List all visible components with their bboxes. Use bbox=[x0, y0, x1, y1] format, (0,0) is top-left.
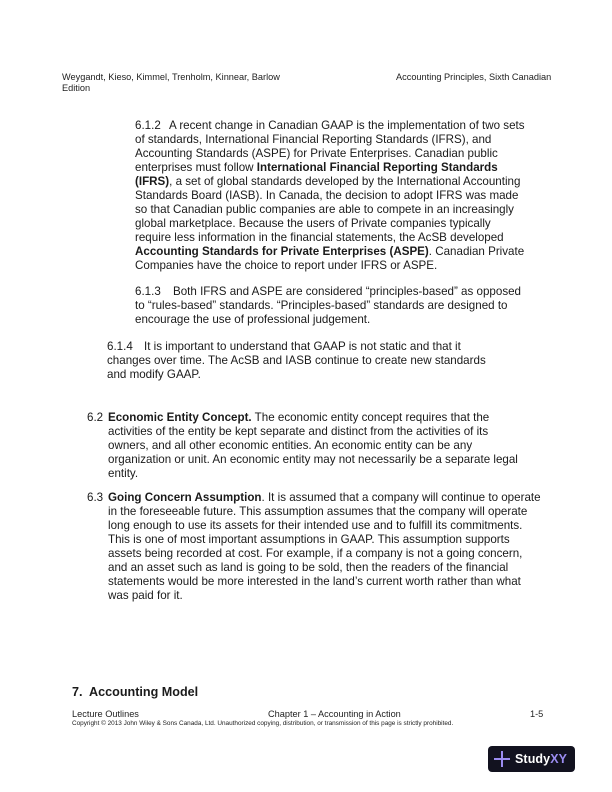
section-title: Economic Entity Concept. bbox=[108, 411, 252, 424]
section-6-1-3 bbox=[135, 285, 530, 327]
section-text: The economic entity concept requires that the activities of the entity be kept separate and distinct from the activities of its owners, and all other economic entities. An economic entity can be any organization or unit. An economic entity may not necessarily be a separate legal entity. bbox=[108, 411, 518, 480]
section-text: . It is assumed that a company will continue to operate in the foreseeable future. This assumption assumes that the company will operate long enough to use its assets for their intended use and to fulfill its commitments. This is one of most important assumptions in GAAP. This assumption supports assets being recorded at cost. For example, if a company is not a going concern, and an asset such as land is going to be sold, then the readers of the financial statements would be more interested in the land’s current worth rather than what was paid for it. bbox=[108, 491, 541, 602]
bold-term-aspe: Accounting Standards for Private Enterprises (ASPE) bbox=[135, 245, 429, 258]
section-text: , a set of global standards developed by the International Accounting Standards Board (IASB). In Canada, the decision to adopt IFRS was made so that Canadian public companies are able to compete in an increasingly global marketplace. Because the users of Private companies typically require less information in the financial statements, the AcSB developed bbox=[135, 175, 521, 244]
section-number: 6.1.2 bbox=[135, 119, 161, 132]
section-7-heading: 7. Accounting Model bbox=[72, 685, 199, 699]
section-6-1-4 bbox=[107, 340, 487, 382]
header-authors-line1: Weygandt, Kieso, Kimmel, Trenholm, Kinnear, Barlow bbox=[62, 72, 280, 82]
section-text: A recent change in Canadian GAAP is the implementation of two sets of standards, International Financial Reporting Standards (IFRS), and Accounting Standards (ASPE) for Private Enterprises. Canadian public enterprises must follow bbox=[135, 119, 525, 174]
section-number: 6.1.4 bbox=[107, 340, 133, 353]
section-text: Both IFRS and ASPE are considered “principles-based” as opposed to “rules-based” standards. “Principles-based” standards are designed to encourage the use of professional judgement. bbox=[135, 285, 522, 326]
section-title: Going Concern Assumption bbox=[108, 491, 262, 504]
plus-icon bbox=[494, 751, 510, 767]
header-authors bbox=[62, 72, 362, 94]
section-number: 6.3 bbox=[87, 491, 104, 504]
section-6-2 bbox=[87, 411, 522, 481]
section-number: 6.2 bbox=[87, 411, 104, 424]
brand-main: Study bbox=[515, 752, 551, 766]
header-book-title: Accounting Principles, Sixth Canadian bbox=[396, 72, 552, 82]
brand-accent: XY bbox=[550, 752, 568, 766]
footer-page-number: 1-5 bbox=[530, 709, 544, 719]
section-text: It is important to understand that GAAP is not static and that it changes over time. The AcSB and IASB continue to create new standards and modify GAAP. bbox=[107, 340, 486, 381]
section-6-1-2 bbox=[135, 119, 530, 273]
section-number: 6.1.3 bbox=[135, 285, 161, 298]
section-6-3 bbox=[87, 491, 542, 603]
footer-left: Lecture Outlines bbox=[72, 709, 139, 719]
bold-term-ifrs: International Financial Reporting Standards (IFRS) bbox=[135, 161, 498, 188]
studyxy-badge[interactable] bbox=[488, 746, 575, 772]
header-authors-line2: Edition bbox=[62, 83, 91, 93]
footer-center: Chapter 1 – Accounting in Action bbox=[268, 709, 401, 719]
footer-copyright: Copyright © 2013 John Wiley & Sons Canada, Ltd. Unauthorized copying, distribution, or transmission of this page is strictly prohibited. bbox=[72, 720, 454, 727]
section-text: . Canadian Private Companies have the choice to report under IFRS or ASPE. bbox=[135, 245, 525, 272]
brand-name bbox=[515, 752, 567, 766]
